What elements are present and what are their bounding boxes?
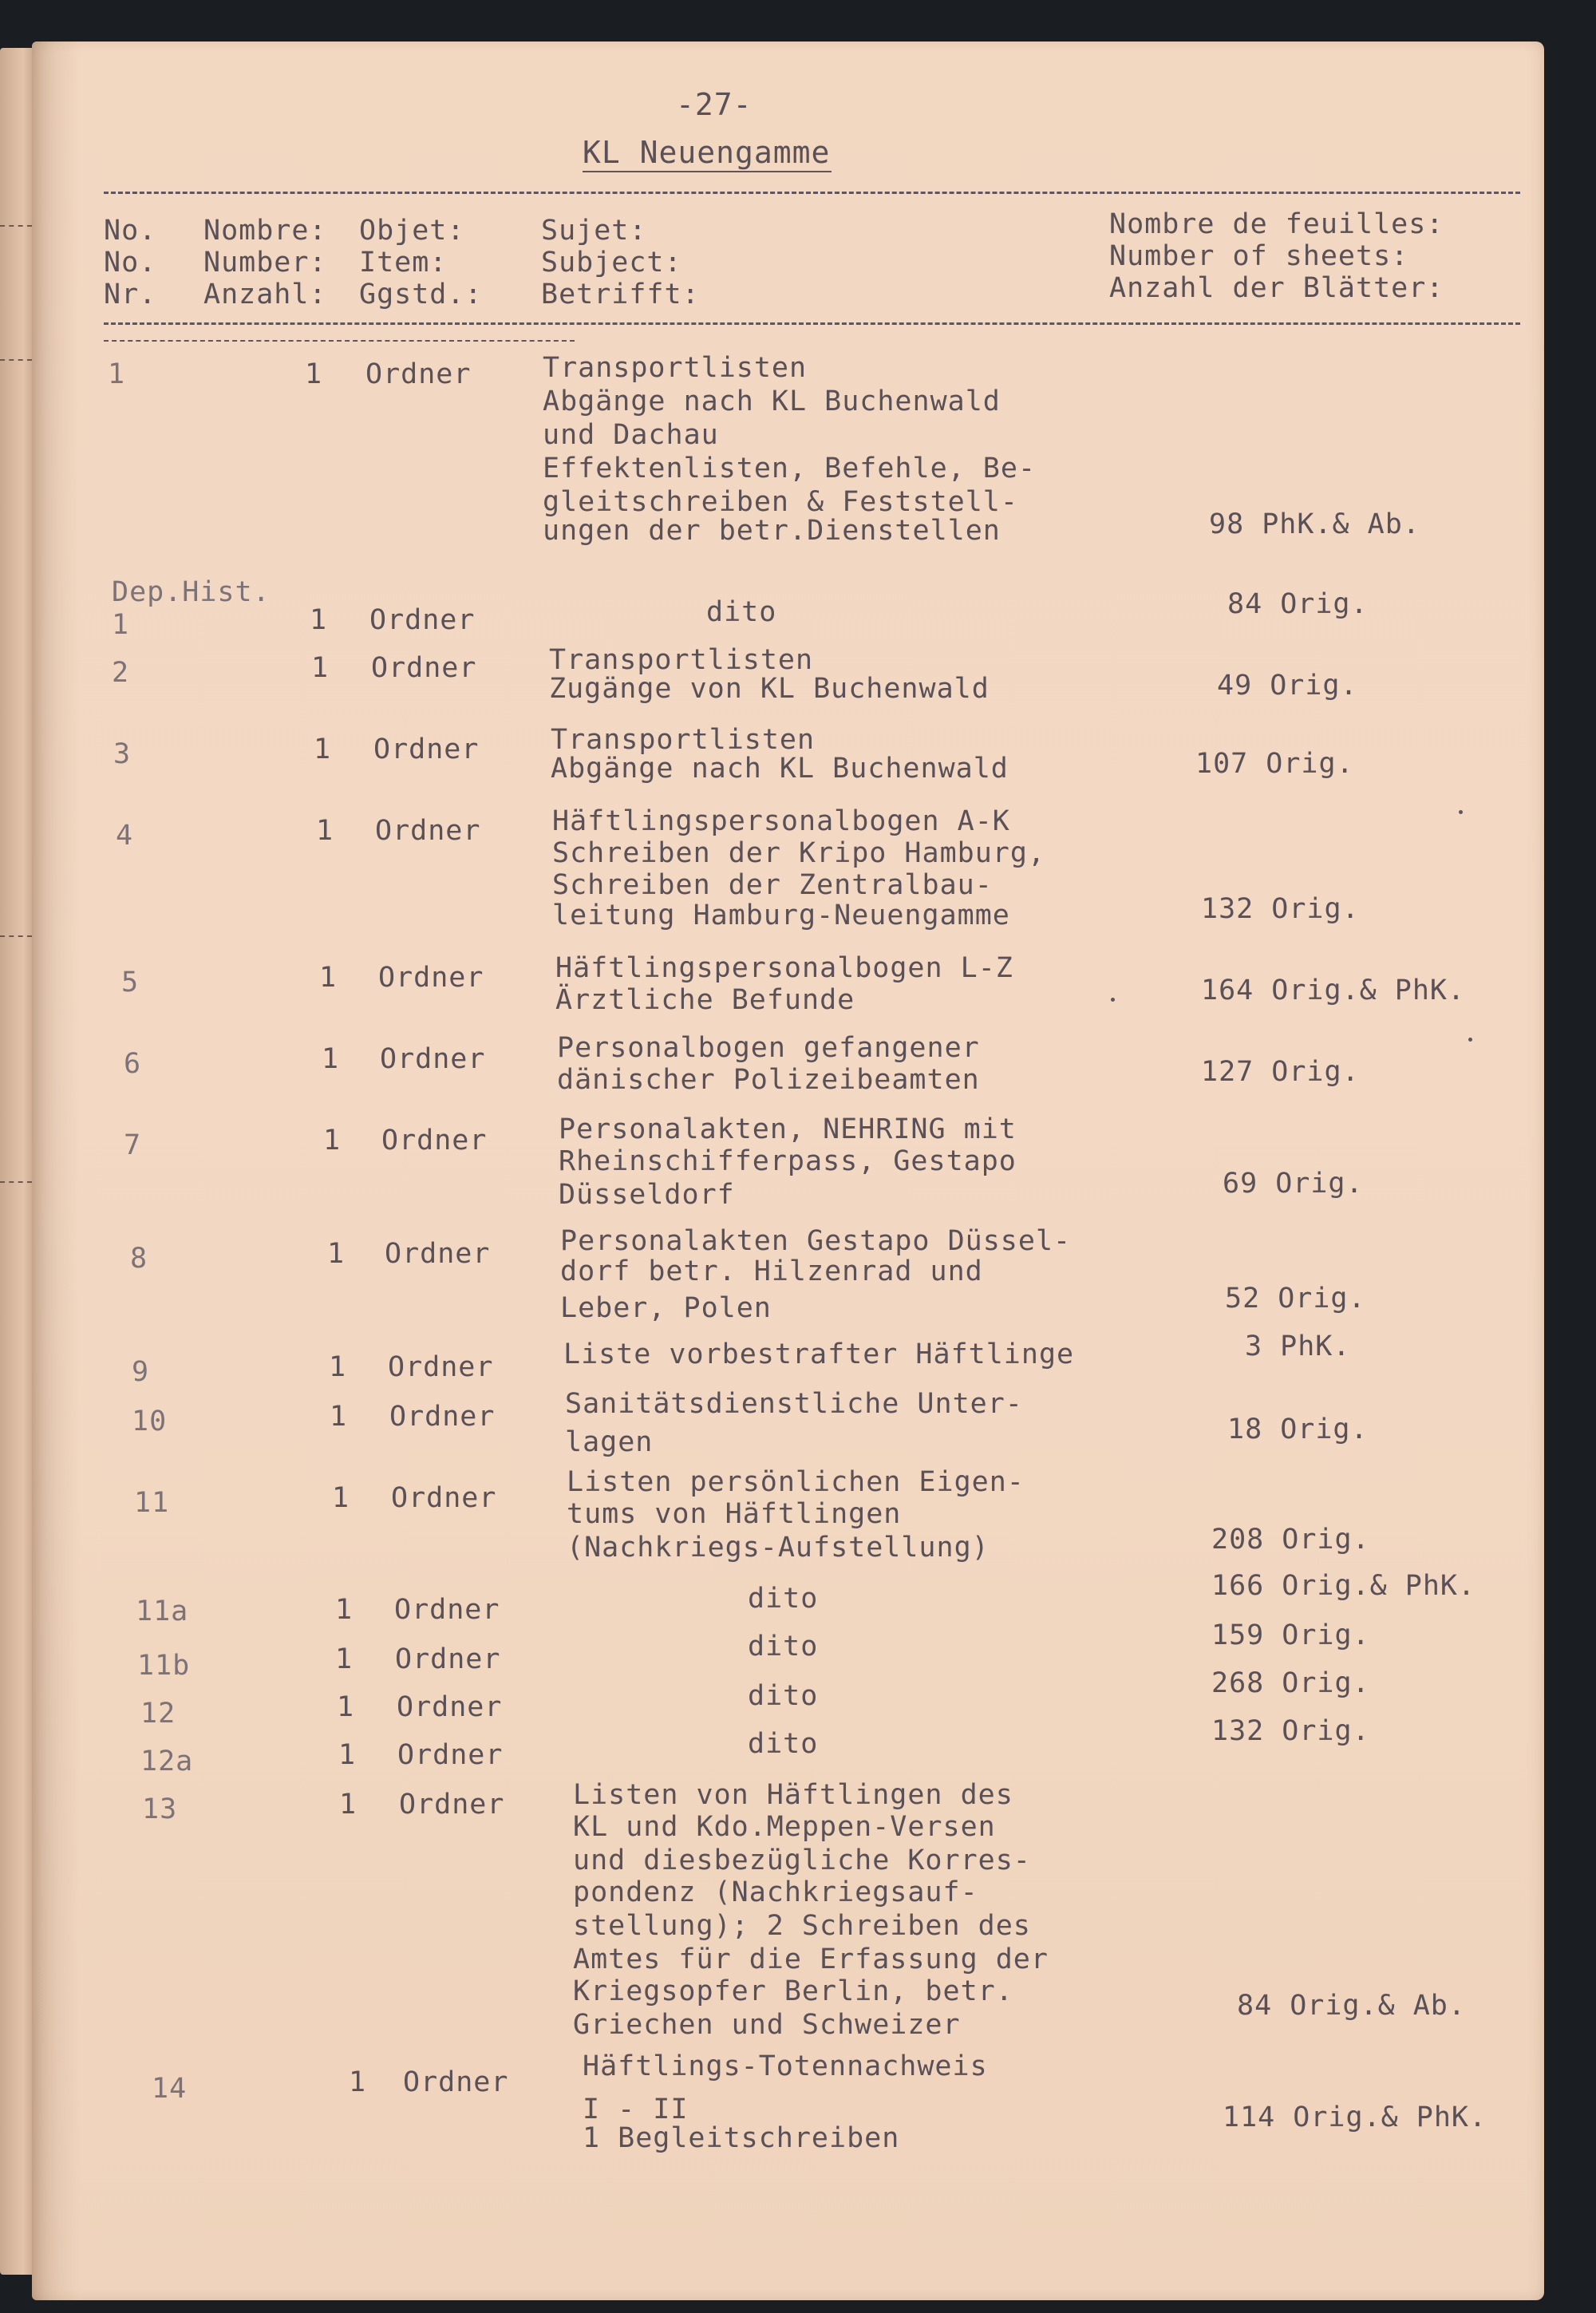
row-item: Ordner [369, 604, 476, 636]
row-number: 1 [338, 1739, 357, 1771]
row-no: 6 [124, 1048, 142, 1080]
row-no: 11 [134, 1487, 170, 1519]
row-number: 1 [323, 1125, 342, 1156]
row-number: 1 [332, 1482, 350, 1514]
header-no-en: No. [104, 247, 157, 279]
row-number: 1 [335, 1643, 354, 1675]
row-subject-line: Sanitätsdienstliche Unter- [565, 1388, 1023, 1420]
row-sheets: 166 Orig.& PhK. [1211, 1570, 1476, 1602]
row-no: 1 [108, 358, 126, 390]
row-no: 3 [113, 738, 132, 770]
header-sheets-de: Anzahl der Blätter: [1109, 272, 1444, 304]
row-item: Ordner [385, 1238, 491, 1270]
row-subject-line: Häftlingspersonalbogen A-K [552, 805, 1010, 837]
row-sheets: 49 Orig. [1217, 670, 1358, 702]
row-number: 1 [316, 815, 334, 847]
row-subject-line: Zugänge von KL Buchenwald [549, 673, 990, 705]
header-sheets-en: Number of sheets: [1109, 240, 1409, 272]
row-no: 11a [136, 1595, 189, 1627]
row-number: 1 [327, 1238, 346, 1270]
row-subject-line: 1 Begleitschreiben [583, 2122, 900, 2154]
row-item: Ordner [399, 1789, 505, 1821]
row-subject-line: tums von Häftlingen [567, 1498, 902, 1530]
header-item-en: Item: [359, 247, 448, 279]
row-subject-line: Schreiben der Kripo Hamburg, [552, 837, 1046, 869]
row-subject-line: Ärztliche Befunde [555, 984, 855, 1016]
row-subject-line: Listen persönlichen Eigen- [567, 1466, 1025, 1498]
row-subject-line: pondenz (Nachkriegsauf- [573, 1876, 978, 1908]
row-subject-line: Personalbogen gefangener [557, 1032, 980, 1064]
row-no: 14 [152, 2073, 188, 2105]
row-sheets: 127 Orig. [1201, 1056, 1360, 1088]
row-subject-line: Transportlisten [551, 724, 816, 756]
row-no: 2 [112, 657, 130, 689]
row-subject-line: und diesbezügliche Korres- [573, 1844, 1031, 1876]
row-subject-line: dorf betr. Hilzenrad und [560, 1255, 983, 1287]
row-subject-line: dito [748, 1728, 819, 1760]
row-item: Ordner [403, 2066, 509, 2098]
header-number-en: Number: [203, 247, 327, 279]
row-subject-line: Häftlingspersonalbogen L-Z [555, 952, 1013, 984]
dep-hist-label: Dep.Hist. [112, 576, 271, 608]
row-sheets: 132 Orig. [1201, 893, 1360, 925]
row-sheets: 132 Orig. [1211, 1715, 1370, 1747]
row-subject-line: und Dachau [543, 419, 719, 451]
row-item: Ordner [380, 1043, 486, 1075]
row-number: 1 [330, 1401, 348, 1433]
row-number: 1 [339, 1789, 358, 1821]
row-number: 1 [337, 1691, 355, 1723]
row-number: 1 [329, 1351, 347, 1383]
row-subject-line: Düsseldorf [559, 1179, 735, 1211]
row-number: 1 [305, 358, 323, 390]
row-no: 7 [124, 1129, 142, 1161]
row-item: Ordner [373, 733, 480, 765]
row-number: 1 [335, 1594, 354, 1626]
title-underline [583, 171, 832, 172]
row-item: Ordner [395, 1643, 501, 1675]
header-no-de: Nr. [104, 279, 157, 310]
row-no: 4 [116, 820, 134, 852]
row-subject-line: (Nachkriegs-Aufstellung) [567, 1532, 990, 1564]
row-no: 13 [142, 1793, 178, 1825]
stray-mark [1459, 810, 1463, 814]
row-subject-line: leitung Hamburg-Neuengamme [552, 900, 1010, 931]
row-subject-line: Rheinschifferpass, Gestapo [559, 1145, 1017, 1177]
row-subject-line: dito [748, 1583, 819, 1615]
header-number-de: Anzahl: [203, 279, 327, 310]
row-subject-line: Kriegsopfer Berlin, betr. [573, 1975, 1013, 2007]
row-number: 1 [319, 962, 338, 994]
row-subject-line: Amtes für die Erfassung der [573, 1943, 1049, 1975]
stray-mark [1468, 1038, 1472, 1042]
row-subject-line: Personalakten, NEHRING mit [559, 1113, 1017, 1145]
row-number: 1 [311, 652, 330, 684]
row-subject-line: Abgänge nach KL Buchenwald [551, 753, 1009, 785]
row-subject-line: Abgänge nach KL Buchenwald [543, 386, 1001, 417]
row-item: Ordner [397, 1691, 503, 1723]
header-sheets-fr: Nombre de feuilles: [1109, 208, 1444, 240]
row-subject-line: Listen von Häftlingen des [573, 1779, 1013, 1811]
header-subject-de: Betrifft: [541, 279, 700, 310]
row-no: 12a [140, 1746, 194, 1777]
row-sheets: 84 Orig. [1227, 588, 1369, 620]
row-sheets: 208 Orig. [1211, 1524, 1370, 1556]
row-number: 1 [322, 1043, 340, 1075]
row-number: 1 [310, 604, 328, 636]
header-no-fr: No. [104, 215, 157, 247]
row-subject-line: KL und Kdo.Meppen-Versen [573, 1811, 996, 1843]
row-no: 11b [137, 1650, 191, 1682]
row-item: Ordner [394, 1594, 500, 1626]
header-item-fr: Objet: [359, 215, 465, 247]
row-item: Ordner [397, 1739, 504, 1771]
row-subject-line: lagen [565, 1426, 654, 1458]
row-subject-line: Transportlisten [543, 352, 808, 384]
row-subject-line: Leber, Polen [560, 1292, 772, 1324]
row-no: 10 [132, 1406, 168, 1437]
row-no: 1 [112, 609, 130, 641]
row-subject-line: ungen der betr.Dienstellen [543, 515, 1001, 547]
row-sheets: 114 Orig.& PhK. [1223, 2101, 1487, 2133]
row-subject-line: stellung); 2 Schreiben des [573, 1910, 1031, 1942]
row-number: 1 [349, 2066, 367, 2098]
row-item: Ordner [381, 1125, 488, 1156]
header-rule-top [104, 192, 1520, 194]
row-no: 8 [130, 1243, 148, 1275]
row-sheets: 268 Orig. [1211, 1667, 1370, 1699]
camp-title: KL Neuengamme [583, 135, 831, 170]
row-item: Ordner [391, 1482, 497, 1514]
header-number-fr: Nombre: [203, 215, 327, 247]
row-subject-line: I - II [583, 2094, 689, 2125]
row-subject-line: dito [706, 596, 777, 628]
row-item: Ordner [375, 815, 481, 847]
row-subject-line: Effektenlisten, Befehle, Be- [543, 453, 1037, 484]
row-sheets: 3 PhK. [1245, 1330, 1351, 1362]
header-rule-bottom [104, 322, 1520, 325]
row-subject-line: Transportlisten [549, 644, 814, 676]
row-subject-line: Griechen und Schweizer [573, 2009, 961, 2041]
row-subject-line: Schreiben der Zentralbau- [552, 869, 993, 901]
row-sheets: 69 Orig. [1223, 1168, 1364, 1200]
row-subject-line: dito [748, 1680, 819, 1712]
row-subject-line: gleitschreiben & Feststell- [543, 486, 1018, 518]
header-subject-en: Subject: [541, 247, 682, 279]
row-sheets: 98 PhK.& Ab. [1209, 508, 1420, 540]
row-sheets: 52 Orig. [1225, 1283, 1366, 1315]
row-subject-line: Liste vorbestrafter Häftlinge [563, 1338, 1075, 1370]
row-item: Ordner [365, 358, 472, 390]
header-subject-fr: Sujet: [541, 215, 647, 247]
header-item-de: Ggstd.: [359, 279, 483, 310]
row-sheets: 107 Orig. [1195, 748, 1354, 780]
row-sheets: 159 Orig. [1211, 1619, 1370, 1651]
header-rule-short [104, 340, 575, 342]
row-subject-line: dito [748, 1631, 819, 1663]
row-subject-line: Häftlings-Totennachweis [583, 2050, 988, 2082]
row-no: 12 [140, 1698, 176, 1730]
row-sheets: 18 Orig. [1227, 1414, 1369, 1445]
row-item: Ordner [388, 1351, 494, 1383]
row-number: 1 [314, 733, 332, 765]
row-sheets: 164 Orig.& PhK. [1201, 975, 1466, 1006]
row-item: Ordner [371, 652, 477, 684]
row-sheets: 84 Orig.& Ab. [1237, 1990, 1466, 2022]
row-no: 9 [132, 1356, 150, 1388]
row-item: Ordner [378, 962, 484, 994]
row-no: 5 [121, 967, 140, 998]
row-subject-line: Personalakten Gestapo Düssel- [560, 1225, 1072, 1257]
row-item: Ordner [389, 1401, 496, 1433]
page-number: -27- [676, 87, 753, 122]
row-subject-line: dänischer Polizeibeamten [557, 1064, 980, 1096]
stray-mark [1111, 998, 1115, 1002]
